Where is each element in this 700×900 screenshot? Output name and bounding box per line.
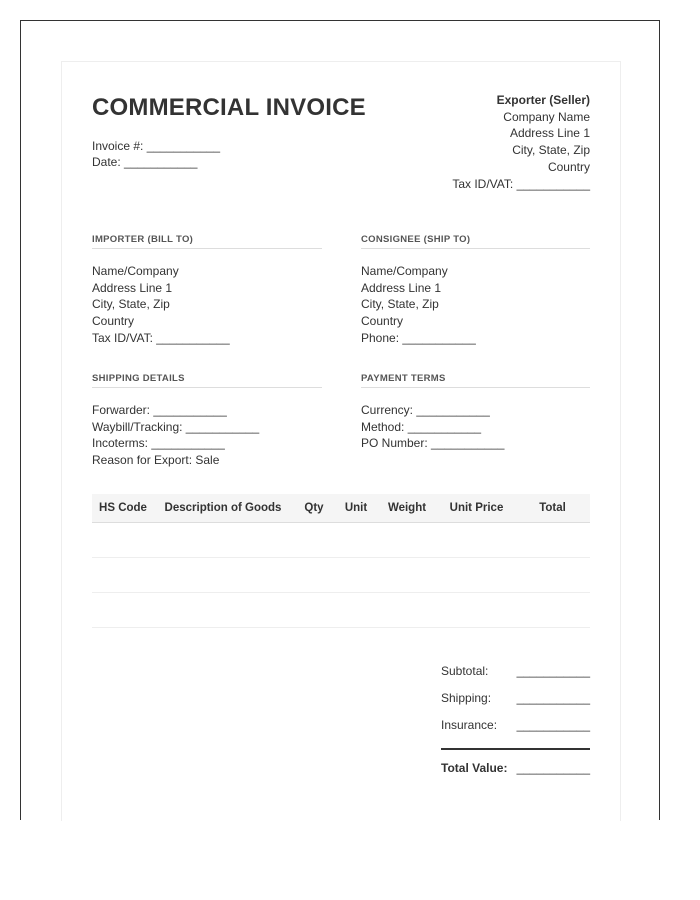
column-header-qty: Qty [292,494,336,523]
exporter-address: Address Line 1 [509,126,590,141]
exporter-block [452,92,590,192]
subtotal-label: Subtotal: [441,664,489,678]
page-title: COMMERCIAL INVOICE [92,94,366,121]
items-table [92,494,590,628]
insurance-label: Insurance: [441,718,498,732]
exporter-heading: Exporter (Seller) [496,93,590,107]
table-cell[interactable] [438,523,515,558]
table-cell[interactable] [292,593,336,628]
table-cell[interactable] [515,558,590,593]
shipping-waybill: Waybill/Tracking: ___________ [92,419,260,434]
column-header-total: Total [515,494,590,523]
exporter-tax-id: Tax ID/VAT: ___________ [452,176,590,191]
table-cell[interactable] [292,523,336,558]
total-value-value: ___________ [516,761,590,775]
table-cell[interactable] [92,558,154,593]
table-cell[interactable] [376,523,438,558]
shipping-forwarder: Forwarder: ___________ [92,403,227,417]
consignee-name: Name/Company [361,264,448,278]
payment-currency: Currency: ___________ [361,403,490,417]
shipping-row [441,691,590,708]
shipping-incoterms: Incoterms: ___________ [92,436,225,451]
payment-method: Method: ___________ [361,419,482,434]
importer-city: City, State, Zip [92,297,170,312]
table-cell[interactable] [336,558,376,593]
table-cell[interactable] [92,523,154,558]
subtotal-value: ___________ [516,664,590,678]
table-cell[interactable] [92,593,154,628]
column-header-hs-code: HS Code [92,494,154,523]
importer-address: Address Line 1 [92,280,173,295]
importer-tax-id: Tax ID/VAT: ___________ [92,330,230,345]
table-cell[interactable] [376,558,438,593]
table-header-row [92,494,590,523]
invoice-date-field: Date: ___________ [92,155,198,169]
invoice-number-field: Invoice #: ___________ [92,139,221,153]
payment-heading: PAYMENT TERMS [361,373,590,388]
consignee-phone: Phone: ___________ [361,330,476,345]
table-row [92,523,590,558]
table-cell[interactable] [154,558,292,593]
consignee-section [361,234,590,347]
consignee-city: City, State, Zip [361,297,439,312]
column-header-weight: Weight [376,494,438,523]
table-cell[interactable] [336,523,376,558]
consignee-address: Address Line 1 [361,280,442,295]
table-row [92,593,590,628]
table-cell[interactable] [154,593,292,628]
table-cell[interactable] [438,593,515,628]
column-header-unit: Unit [336,494,376,523]
exporter-city: City, State, Zip [512,143,590,158]
table-cell[interactable] [292,558,336,593]
consignee-heading: CONSIGNEE (SHIP TO) [361,234,590,249]
insurance-row [441,718,590,735]
column-header-unit-price: Unit Price [438,494,515,523]
shipping-label: Shipping: [441,691,492,705]
table-cell[interactable] [438,558,515,593]
table-cell[interactable] [515,593,590,628]
table-cell[interactable] [336,593,376,628]
exporter-country: Country [547,159,590,174]
subtotal-row [441,664,590,681]
importer-section [92,234,322,347]
shipping-section [92,373,322,469]
insurance-value: ___________ [516,718,590,732]
importer-name: Name/Company [92,264,179,278]
shipping-value: ___________ [516,691,590,705]
table-cell[interactable] [154,523,292,558]
total-value-label: Total Value: [441,761,508,775]
shipping-heading: SHIPPING DETAILS [92,373,322,388]
payment-po-number: PO Number: ___________ [361,436,505,451]
table-cell[interactable] [515,523,590,558]
table-cell[interactable] [376,593,438,628]
totals-divider [441,748,590,750]
consignee-country: Country [361,314,404,329]
table-row [92,558,590,593]
total-value-row [441,761,590,778]
column-header-description: Description of Goods [154,494,292,523]
importer-country: Country [92,314,135,329]
shipping-reason: Reason for Export: Sale [92,453,220,468]
importer-heading: IMPORTER (BILL TO) [92,234,322,249]
exporter-company: Company Name [503,109,590,124]
payment-section [361,373,590,452]
